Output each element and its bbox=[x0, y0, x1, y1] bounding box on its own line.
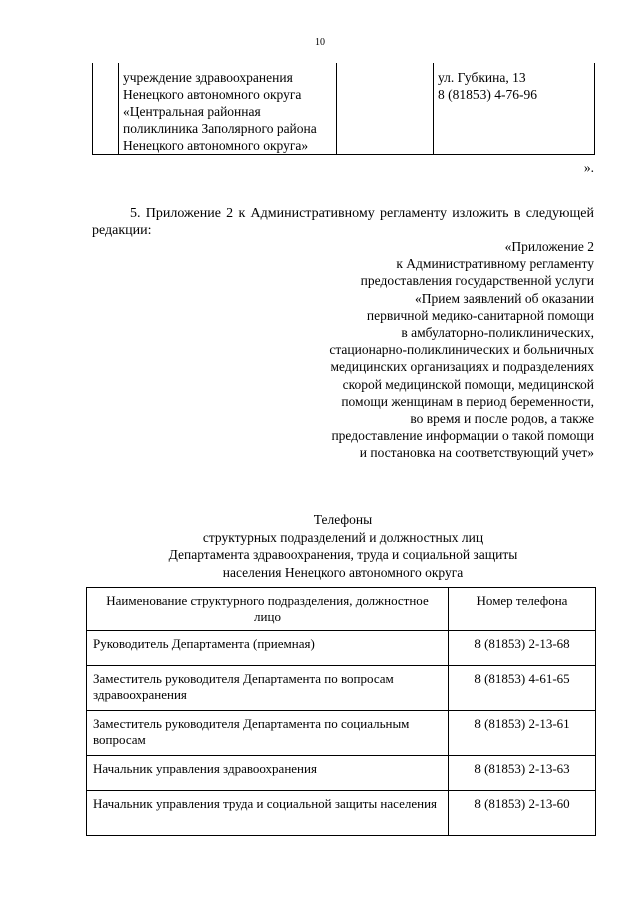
table-cell-empty bbox=[337, 63, 434, 155]
phone-number: 8 (81853) 2-13-63 bbox=[449, 756, 596, 791]
continuation-table bbox=[92, 63, 595, 155]
appendix-line: помощи женщинам в период беременности, bbox=[341, 393, 594, 409]
table-row bbox=[93, 63, 595, 155]
table-header-row bbox=[87, 588, 596, 631]
appendix-line: предоставление информации о такой помощи bbox=[331, 428, 594, 444]
amendment-paragraph bbox=[92, 205, 594, 239]
appendix-line: первичной медико-санитарной помощи bbox=[366, 307, 594, 323]
position-name: Заместитель руководителя Департамента по вопросам здравоохранения bbox=[87, 666, 449, 711]
institution-line: Ненецкого автономного округа» bbox=[123, 138, 309, 153]
institution-line: «Центральная районная bbox=[123, 104, 261, 119]
table-row bbox=[87, 631, 596, 666]
appendix-line: стационарно-поликлинических и больничных bbox=[329, 342, 594, 358]
column-header-phone: Номер телефона bbox=[449, 588, 596, 631]
institution-line: Ненецкого автономного округа bbox=[123, 87, 302, 102]
page-number: 10 bbox=[315, 37, 325, 48]
appendix-line: «Прием заявлений об оказании bbox=[415, 290, 594, 306]
appendix-line: во время и после родов, а также bbox=[410, 411, 594, 427]
position-name: Начальник управления труда и социальной защиты населения bbox=[87, 791, 449, 836]
institution-line: учреждение здравоохранения bbox=[123, 70, 293, 85]
appendix-line: медицинских организациях и подразделениях bbox=[330, 359, 594, 375]
title-line: структурных подразделений и должностных лиц bbox=[202, 529, 484, 545]
appendix-line: и постановка на соответствующий учет» bbox=[359, 445, 594, 461]
column-header-name: Наименование структурного подразделения, должностное лицо bbox=[87, 588, 449, 631]
position-name: Начальник управления здравоохранения bbox=[87, 756, 449, 791]
appendix-line: «Приложение 2 bbox=[504, 239, 594, 254]
appendix-line: предоставления государственной услуги bbox=[360, 273, 594, 289]
institution-name-cell bbox=[119, 63, 337, 155]
appendix-line: к Административному регламенту bbox=[396, 256, 594, 272]
closing-quote: ». bbox=[583, 160, 594, 175]
institution-line: поликлиника Заполярного района bbox=[123, 121, 317, 136]
phone-table bbox=[86, 587, 596, 836]
document-title bbox=[0, 511, 640, 581]
position-name: Руководитель Департамента (приемная) bbox=[87, 631, 449, 666]
paragraph-line: редакции: bbox=[92, 223, 152, 238]
phone-number: 8 (81853) 2-13-68 bbox=[449, 631, 596, 666]
phone-number: 8 (81853) 4-61-65 bbox=[449, 666, 596, 711]
position-name: Заместитель руководителя Департамента по социальным вопросам bbox=[87, 711, 449, 756]
appendix-line: в амбулаторно-поликлинических, bbox=[401, 325, 594, 341]
appendix-line: скорой медицинской помощи, медицинской bbox=[342, 376, 594, 392]
phone-number: 8 (81853) 2-13-60 bbox=[449, 791, 596, 836]
address-phone-cell bbox=[434, 63, 595, 155]
title-line: Телефоны bbox=[313, 512, 373, 527]
address-line: ул. Губкина, 13 bbox=[438, 70, 526, 85]
title-line: населения Ненецкого автономного округа bbox=[222, 564, 464, 580]
phone-number: 8 (81853) 2-13-61 bbox=[449, 711, 596, 756]
phone-line: 8 (81853) 4-76-96 bbox=[438, 87, 537, 102]
table-row bbox=[87, 791, 596, 836]
table-row bbox=[87, 711, 596, 756]
paragraph-line: 5. Приложение 2 к Административному регламенту изложить в следующей bbox=[130, 206, 594, 221]
table-row bbox=[87, 756, 596, 791]
table-row bbox=[87, 666, 596, 711]
appendix-header bbox=[329, 238, 594, 462]
title-line: Департамента здравоохранения, труда и социальной защиты bbox=[168, 547, 518, 562]
table-cell-blank bbox=[93, 63, 119, 155]
